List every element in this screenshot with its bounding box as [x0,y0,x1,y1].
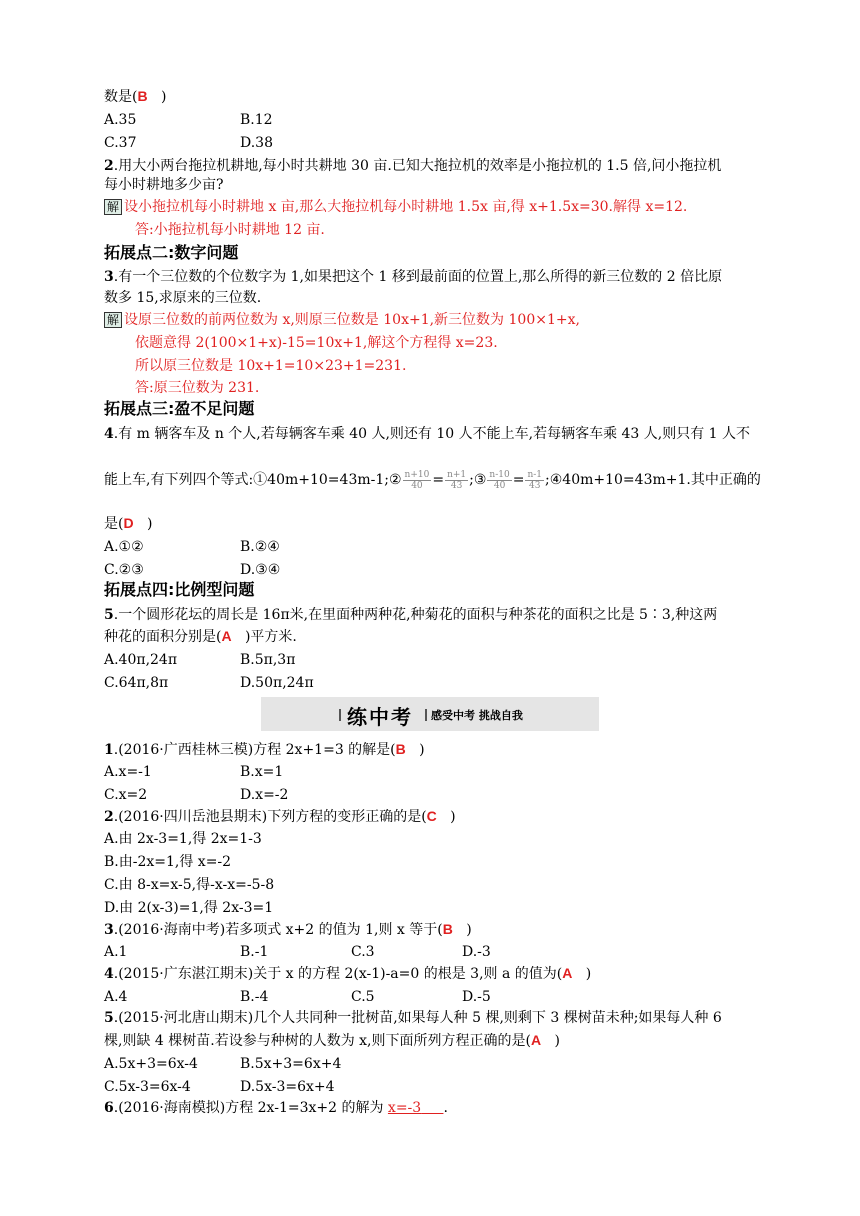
exam-question-5: 5.(2015·河北唐山期末)几个人共同种一批树苗,如果每人种 5 棵,则剩下 3 棵树苗未种;如果每人种 6 [104,1010,722,1026]
answer-mark: B [137,88,148,104]
option-d: D.-3 [462,944,491,960]
question-2: 2.用大小两台拖拉机耕地,每小时共耕地 30 亩.已知大拖拉机的效率是小拖拉机的 1.5 倍,问小拖拉机 [104,158,722,174]
solution-3-line2: 依题意得 2(100×1+x)-15=10x+1,解这个方程得 x=23. [135,335,498,351]
exam-question-1: 1.(2016·广西桂林三模)方程 2x+1=3 的解是(B ) [104,741,425,758]
option-c: C.5x-3=6x-4 [104,1079,191,1095]
solution-3: 解 设原三位数的前两位数为 x,则原三位数是 10x+1,新三位数为 100×1+x, [104,310,580,330]
question-2-cont: 每小时耕地多少亩? [104,177,224,193]
banner-divider [425,709,427,721]
banner-subtitle: 感受中考 挑战自我 [431,709,523,722]
option-a: A.1 [104,944,128,960]
option-b: B.x=1 [240,764,284,780]
option-a: A.40π,24π [104,652,178,668]
option-d: D.x=-2 [240,787,289,803]
solution-badge: 解 [104,312,122,328]
fraction: $\frac{n+1}{43}$ [447,469,467,491]
exam-question-3: 3.(2016·海南中考)若多项式 x+2 的值为 1,则 x 等于(B ) [104,921,472,938]
exam-question-5-cont: 棵,则缺 4 棵树苗.若设参与种树的人数为 x,则下面所列方程正确的是(A ) [104,1032,560,1049]
option-c: C.37 [104,135,137,151]
q-prev-stem: 数是(B ) [104,88,167,105]
option-a: A.35 [104,112,137,128]
option-a: A.5x+3=6x-4 [104,1056,198,1072]
option-c: C.x=2 [104,787,148,803]
solution-3-line3: 所以原三位数是 10x+1=10×23+1=231. [135,358,407,374]
option-d: D.50π,24π [240,675,314,691]
answer-mark: A [221,628,232,644]
option-d: D.38 [240,135,273,151]
option-a: A.4 [104,989,128,1005]
question-4: 4.有 m 辆客车及 n 个人,若每辆客车乘 40 人,则还有 10 人不能上车,若每辆客车乘 43 人,则只有 1 人不 [104,426,751,442]
option-d: D.由 2(x-3)=1,得 2x-3=1 [104,900,274,916]
option-a: A.①② [104,539,144,555]
section-banner [261,697,599,731]
answer-mark: B [442,921,453,937]
section-heading-2: 拓展点二:数字问题 [104,243,239,262]
question-4-end: 是(D ) [104,515,153,532]
option-b: B.由-2x=1,得 x=-2 [104,854,232,870]
fraction: $\frac{n+10}{40}$ [404,469,430,491]
fill-blank-answer: x=-3 [387,1100,422,1116]
fraction: $\frac{n-10}{40}$ [489,469,510,491]
solution-badge: 解 [104,199,122,215]
answer-mark: A [530,1032,542,1048]
exam-question-6: 6.(2016·海南模拟)方程 2x-1=3x+2 的解为 x=-3 . [104,1100,448,1116]
option-d: D.5x-3=6x+4 [240,1079,335,1095]
option-c: C.64π,8π [104,675,169,691]
option-a: A.由 2x-3=1,得 2x=1-3 [104,831,262,847]
option-c: C.5 [351,989,375,1005]
option-b: B.5x+3=6x+4 [240,1056,342,1072]
answer-mark: A [562,965,573,981]
question-5-cont: 种花的面积分别是(A )平方米. [104,628,297,645]
banner-divider [339,709,341,721]
exam-question-2: 2.(2016·四川岳池县期末)下列方程的变形正确的是(C ) [104,808,456,825]
solution-2-answer: 答:小拖拉机每小时耕地 12 亩. [135,222,325,238]
section-heading-4: 拓展点四:比例型问题 [104,580,255,599]
exam-question-4: 4.(2015·广东湛江期末)关于 x 的方程 2(x-1)-a=0 的根是 3,则 a 的值为(A ) [104,965,592,982]
option-b: B.-4 [240,989,269,1005]
banner-title: 练中考 [347,705,413,729]
question-5: 5.一个圆形花坛的周长是 16π米,在里面种两种花,种菊花的面积与种茶花的面积之比是 5∶3,种这两 [104,607,718,623]
option-a: A.x=-1 [104,764,152,780]
question-4-equations: 能上车,有下列四个等式:①40m+10=43m-1;② $\frac{n+10}{40}$ = $\frac{n+1}{43}$ ;③ $\frac{n-10}{40}$ = $\frac{n-1}{43}$ ;④40m+10=43m+1.其中正确的 [104,469,761,491]
option-d: D.-5 [462,989,491,1005]
answer-mark: B [395,741,406,757]
answer-mark: D [123,515,134,531]
answer-mark: C [426,808,437,824]
solution-3-answer: 答:原三位数为 231. [135,380,260,396]
option-c: C.②③ [104,562,144,578]
option-c: C.3 [351,944,375,960]
question-3-cont: 数多 15,求原来的三位数. [104,290,262,306]
option-b: B.5π,3π [240,652,296,668]
option-b: B.②④ [240,539,280,555]
option-d: D.③④ [240,562,281,578]
solution-2: 解 设小拖拉机每小时耕地 x 亩,那么大拖拉机每小时耕地 1.5x 亩,得 x+1.5x=30.解得 x=12. [104,197,687,217]
option-b: B.12 [240,112,273,128]
option-c: C.由 8-x=x-5,得-x-x=-5-8 [104,877,275,893]
section-heading-3: 拓展点三:盈不足问题 [104,399,255,418]
question-3: 3.有一个三位数的个位数字为 1,如果把这个 1 移到最前面的位置上,那么所得的新三位数的 2 倍比原 [104,269,723,285]
fraction: $\frac{n-1}{43}$ [527,469,543,491]
option-b: B.-1 [240,944,269,960]
